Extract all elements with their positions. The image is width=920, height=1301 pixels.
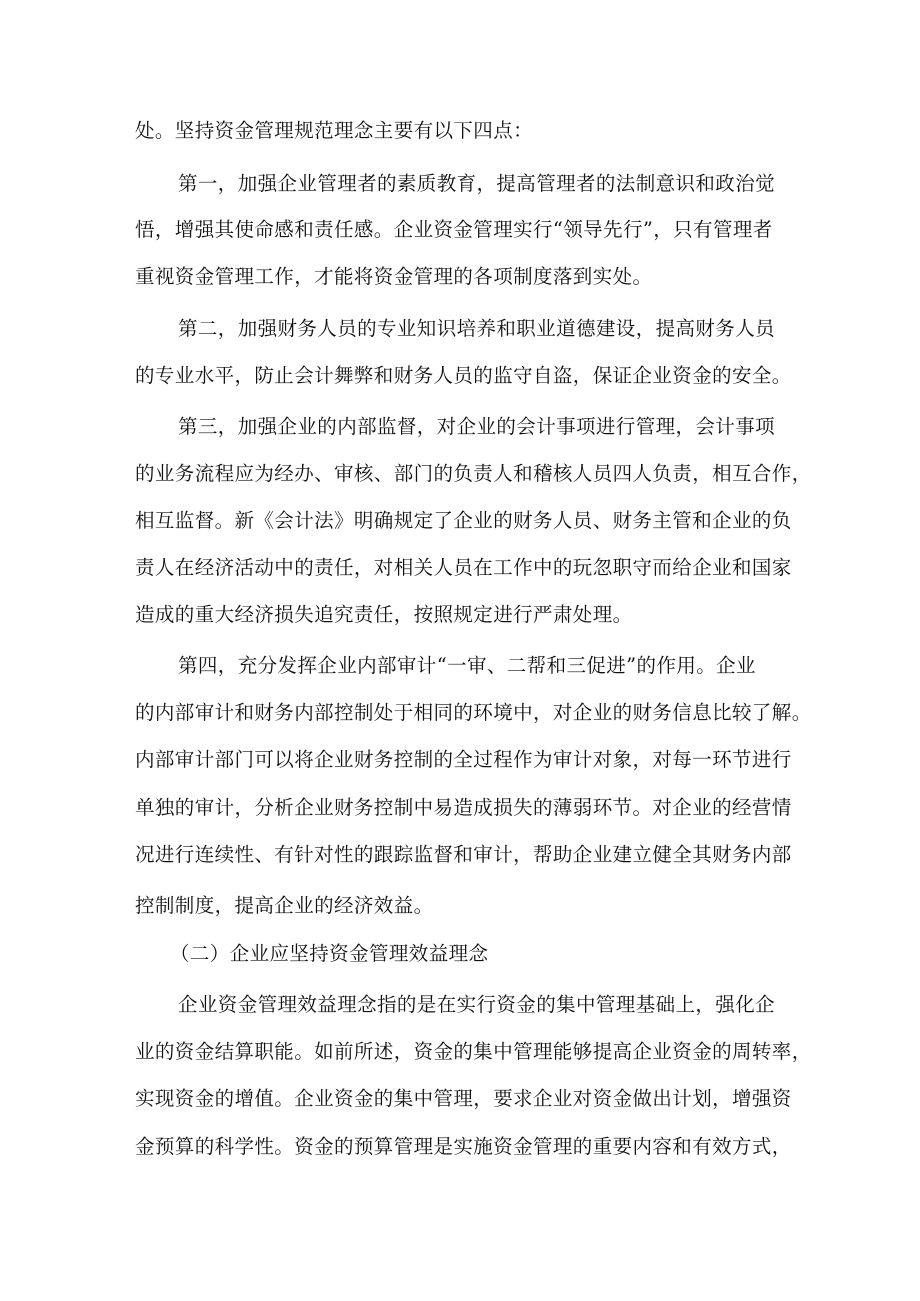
text-line: 的内部审计和财务内部控制处于相同的环境中，对企业的财务信息比较了解。 bbox=[135, 701, 812, 724]
text-line: 悟，增强其使命感和责任感。企业资金管理实行“领导先行”，只有管理者 bbox=[135, 218, 773, 241]
text-line: 金预算的科学性。资金的预算管理是实施资金管理的重要内容和有效方式， bbox=[135, 1135, 792, 1158]
text-line: 相互监督。新《会计法》明确规定了企业的财务人员、财务主管和企业的负 bbox=[135, 509, 792, 532]
text-line: 企业资金管理效益理念指的是在实行资金的集中管理基础上，强化企 bbox=[178, 993, 776, 1016]
text-line: 第四，充分发挥企业内部审计“一审、二帮和三促进”的作用。企业 bbox=[178, 654, 756, 677]
text-line: 第一，加强企业管理者的素质教育，提高管理者的法制意识和政治觉 bbox=[178, 172, 776, 195]
text-line: 单独的审计，分析企业财务控制中易造成损失的薄弱环节。对企业的经营情 bbox=[135, 796, 792, 819]
text-line: 况进行连续性、有针对性的跟踪监督和审计，帮助企业建立健全其财务内部 bbox=[135, 843, 792, 866]
text-line: 第三，加强企业的内部监督，对企业的会计事项进行管理，会计事项 bbox=[178, 415, 776, 438]
text-line: 业的资金结算职能。如前所述，资金的集中管理能够提高企业资金的周转率， bbox=[135, 1040, 812, 1063]
text-line: 造成的重大经济损失追究责任，按照规定进行严肃处理。 bbox=[135, 603, 633, 626]
text-line: 责人在经济活动中的责任，对相关人员在工作中的玩忽职守而给企业和国家 bbox=[135, 556, 792, 579]
text-line: 实现资金的增值。企业资金的集中管理，要求企业对资金做出计划，增强资 bbox=[135, 1087, 792, 1110]
text-line: 重视资金管理工作，才能将资金管理的各项制度落到实处。 bbox=[135, 265, 653, 288]
text-line: 的专业水平，防止会计舞弊和财务人员的监守自盗，保证企业资金的安全。 bbox=[135, 364, 792, 387]
section-heading: （二）企业应坚持资金管理效益理念 bbox=[170, 942, 489, 965]
text-line: 的业务流程应为经办、审核、部门的负责人和稽核人员四人负责，相互合作， bbox=[135, 462, 812, 485]
text-line: 控制制度，提高企业的经济效益。 bbox=[135, 894, 434, 917]
text-line: 处。坚持资金管理规范理念主要有以下四点： bbox=[135, 119, 534, 142]
text-line: 第二，加强财务人员的专业知识培养和职业道德建设，提高财务人员 bbox=[178, 317, 776, 340]
text-line: 内部审计部门可以将企业财务控制的全过程作为审计对象，对每一环节进行 bbox=[135, 748, 792, 771]
